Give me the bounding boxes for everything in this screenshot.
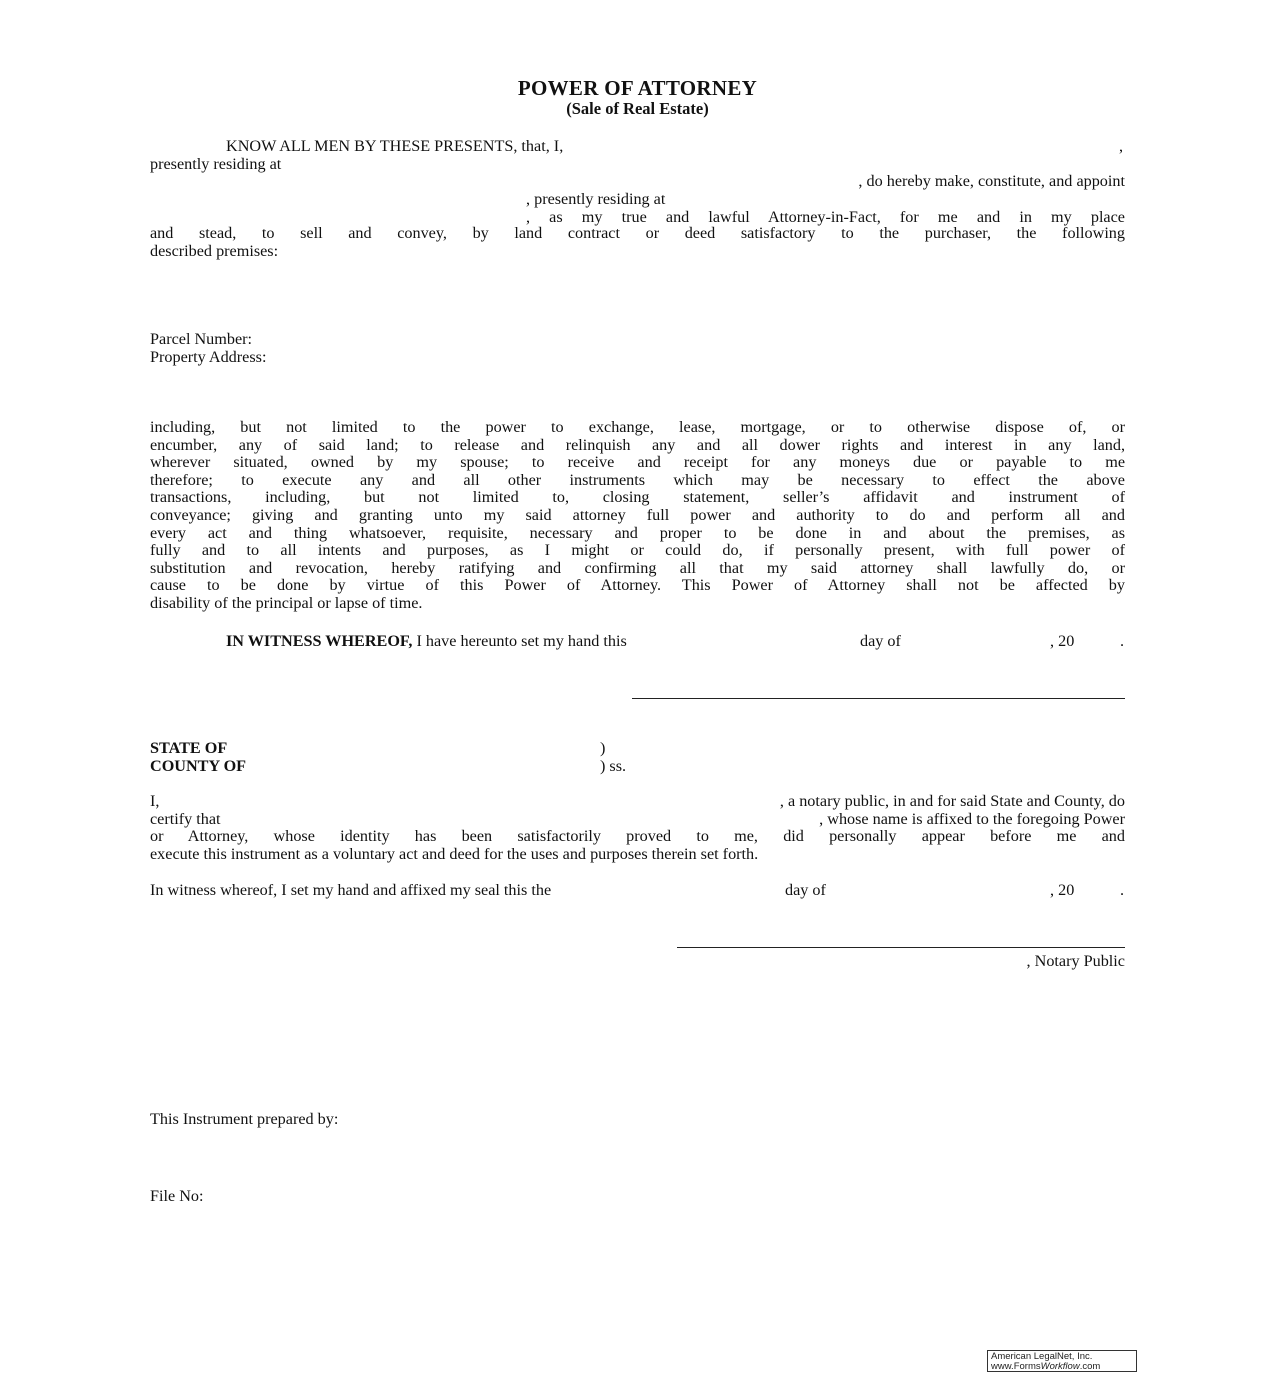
- file-no-label: File No:: [150, 1187, 204, 1205]
- notary-seal-text: In witness whereof, I set my hand and affixed my seal this the: [150, 881, 552, 899]
- powers-line: fully and to all intents and purposes, as I might or could do, if personally present, with full power of: [150, 541, 1125, 560]
- notary-day-of: day of: [785, 881, 826, 899]
- publisher-url-prefix: www.Forms: [991, 1361, 1041, 1372]
- powers-line: every act and thing whatsoever, requisite, necessary and proper to be done in and about the premises, as: [150, 523, 1125, 542]
- county-of-label: COUNTY OF: [150, 757, 247, 775]
- notary-signature-line[interactable]: [677, 947, 1125, 948]
- intro-line-6: and stead, to sell and convey, by land contract or deed satisfactory to the purchaser, the following: [150, 224, 1125, 242]
- publisher-url-suffix: .com: [1079, 1361, 1101, 1372]
- venue-paren-ss: ) ss.: [600, 757, 627, 775]
- notary-line-1-left: I,: [150, 792, 160, 810]
- notary-line-2-left: certify that: [150, 810, 221, 828]
- state-of-label: STATE OF: [150, 739, 228, 757]
- notary-line-4: execute this instrument as a voluntary act and deed for the uses and purposes therein set forth.: [150, 844, 759, 863]
- property-address-label: Property Address:: [150, 348, 267, 366]
- witness-year: , 20: [1050, 632, 1075, 650]
- powers-line: disability of the principal or lapse of time.: [150, 593, 423, 612]
- publisher-badge: [987, 1350, 1137, 1372]
- parcel-number-label: Parcel Number:: [150, 330, 253, 348]
- notary-line-2-right: , whose name is affixed to the foregoing Power: [819, 810, 1125, 828]
- notary-year: , 20: [1050, 881, 1075, 899]
- powers-line: wherever situated, owned by my spouse; to receive and receipt for any moneys due or payable to me: [150, 453, 1125, 472]
- document-title: POWER OF ATTORNEY: [517, 76, 758, 100]
- notary-paragraph: [150, 828, 1125, 863]
- intro-paragraph-end: [150, 225, 1125, 260]
- intro-line-1-comma: ,: [1119, 137, 1124, 155]
- witness-clause: [226, 632, 627, 650]
- notary-line-3: or Attorney, whose identity has been satisfactorily proved to me, did personally appear before me and: [150, 827, 1125, 845]
- intro-line-3: , do hereby make, constitute, and appoint: [858, 172, 1125, 190]
- powers-line: encumber, any of said land; to release and relinquish any and all dower rights and interest in any land,: [150, 435, 1125, 454]
- powers-line: conveyance; giving and granting unto my said attorney full power and authority to do and perform all and: [150, 505, 1125, 524]
- intro-line-1: KNOW ALL MEN BY THESE PRESENTS, that, I,: [226, 137, 564, 155]
- publisher-name: American LegalNet, Inc.: [991, 1351, 1093, 1362]
- notary-line-1-right: , a notary public, in and for said State and County, do: [779, 792, 1125, 810]
- publisher-url: [991, 1362, 1136, 1372]
- powers-line: including, but not limited to the power to exchange, lease, mortgage, or to otherwise dispose of, or: [150, 418, 1125, 436]
- powers-paragraph: [150, 419, 1125, 613]
- notary-public-caption: , Notary Public: [1026, 952, 1125, 970]
- document-subtitle: (Sale of Real Estate): [566, 99, 709, 118]
- prepared-by-label: This Instrument prepared by:: [150, 1110, 339, 1128]
- powers-line: therefore; to execute any and all other instruments which may be necessary to effect the above: [150, 470, 1125, 489]
- witness-period: .: [1120, 632, 1125, 650]
- intro-line-2: presently residing at: [150, 155, 282, 173]
- witness-text: I have hereunto set my hand this: [416, 632, 627, 650]
- intro-line-5: , as my true and lawful Attorney-in-Fact, for me and in my place: [526, 208, 1125, 226]
- powers-line: transactions, including, but not limited to, closing statement, seller’s affidavit and instrument of: [150, 488, 1125, 507]
- powers-line: substitution and revocation, hereby ratifying and confirming all that my said attorney shall lawfully do, or: [150, 558, 1125, 577]
- venue-paren-1: ): [600, 739, 606, 757]
- notary-period: .: [1120, 881, 1125, 899]
- witness-bold-lead: IN WITNESS WHEREOF,: [226, 632, 413, 650]
- witness-day-of: day of: [860, 632, 901, 650]
- intro-line-4: , presently residing at: [526, 190, 666, 208]
- publisher-url-italic: Workflow: [1040, 1361, 1080, 1372]
- intro-line-7: described premises:: [150, 241, 279, 260]
- powers-line: cause to be done by virtue of this Power of Attorney. This Power of Attorney shall not be affected by: [150, 576, 1125, 595]
- principal-signature-line[interactable]: [632, 698, 1125, 699]
